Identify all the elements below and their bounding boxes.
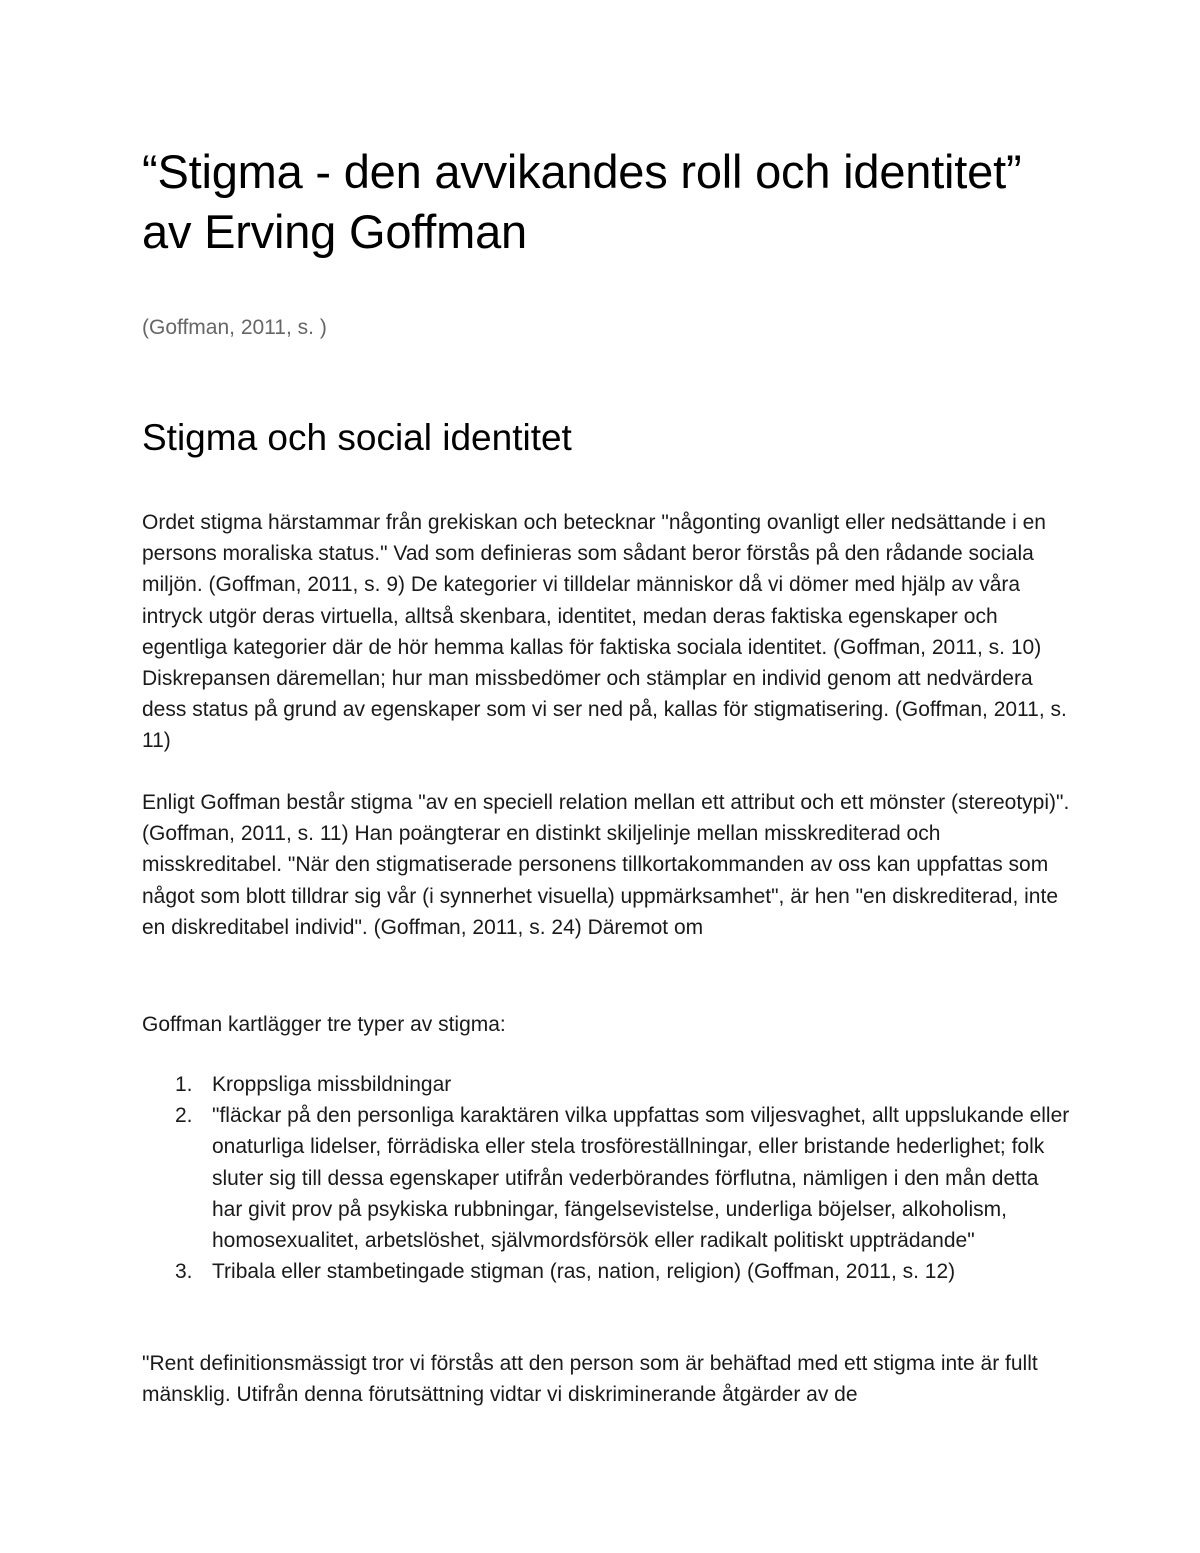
paragraph-discredited: Enligt Goffman består stigma "av en speciell relation mellan ett attribut och ett mönster (stereotypi)". (Goffman, 2011, s. 11) Han poängterar en distinkt skiljelinje mellan misskrediterad och misskreditabel. "När den stigmatiserade personens tillkortakommanden av oss kan uppfattas som något som blott tilldrar sig vår (i synnerhet visuella) uppmärksamhet", är hen "en diskrediterad, inte en diskreditabel individ". (Goffman, 2011, s. 24) Däremot om (142, 791, 1070, 939)
paragraph-types-intro: Goffman kartlägger tre typer av stigma: (142, 1013, 506, 1036)
list-item-text: "fläckar på den personliga karaktären vilka uppfattas som viljesvaghet, allt uppslukande eller onaturliga lidelser, förrädiska eller stela trosföreställningar, eller bristande hederlighet; folk sluter sig till dessa egenskaper utifrån vederbörandes förflutna, nämligen i den mån detta har givit prov på psykiska rubbningar, fängelsevistelse, underliga böjelser, alkoholism, homosexualitet, arbetslöshet, självmordsförsök eller radikalt politiskt uppträdande" (212, 1104, 1070, 1253)
list-item-text: Tribala eller stambetingade stigman (ras, nation, religion) (Goffman, 2011, s. 12) (212, 1260, 956, 1284)
list-item (142, 1100, 1072, 1256)
list-item (142, 1069, 1072, 1100)
section-heading: Stigma och social identitet (142, 417, 572, 458)
stigma-types-list (142, 1069, 1072, 1287)
list-item-number: 2. (175, 1104, 193, 1128)
document-title: “Stigma - den avvikandes roll och identitet” av Erving Goffman (142, 145, 1022, 258)
paragraph-closing: "Rent definitionsmässigt tror vi förstås att den person som är behäftad med ett stigma inte är fullt mänsklig. Utifrån denna förutsättning vidtar vi diskriminerande åtgärder av de (142, 1352, 1038, 1407)
list-item-text: Kroppsliga missbildningar (212, 1073, 452, 1096)
citation-subtitle: (Goffman, 2011, s. ) (142, 316, 327, 339)
list-item-number: 3. (175, 1260, 193, 1284)
paragraph-definition: Ordet stigma härstammar från grekiskan och betecknar "någonting ovanligt eller nedsättande i en persons moraliska status." Vad som definieras som sådant beror förstås på den rådande sociala miljön. (Goffman, 2011, s. 9) De kategorier vi tilldelar människor då vi dömer med hjälp av våra intryck utgör deras virtuella, alltså skenbara, identitet, medan deras faktiska egenskaper och egentliga kategorier där de hör hemma kallas för faktiska sociala identitet. (Goffman, 2011, s. 10) Diskrepansen däremellan; hur man missbedömer och stämplar en individ genom att nedvärdera dess status på grund av egenskaper som vi ser ned på, kallas för stigmatisering. (Goffman, 2011, s. 11) (142, 511, 1067, 753)
list-item (142, 1256, 1072, 1287)
list-item-number: 1. (175, 1073, 193, 1096)
